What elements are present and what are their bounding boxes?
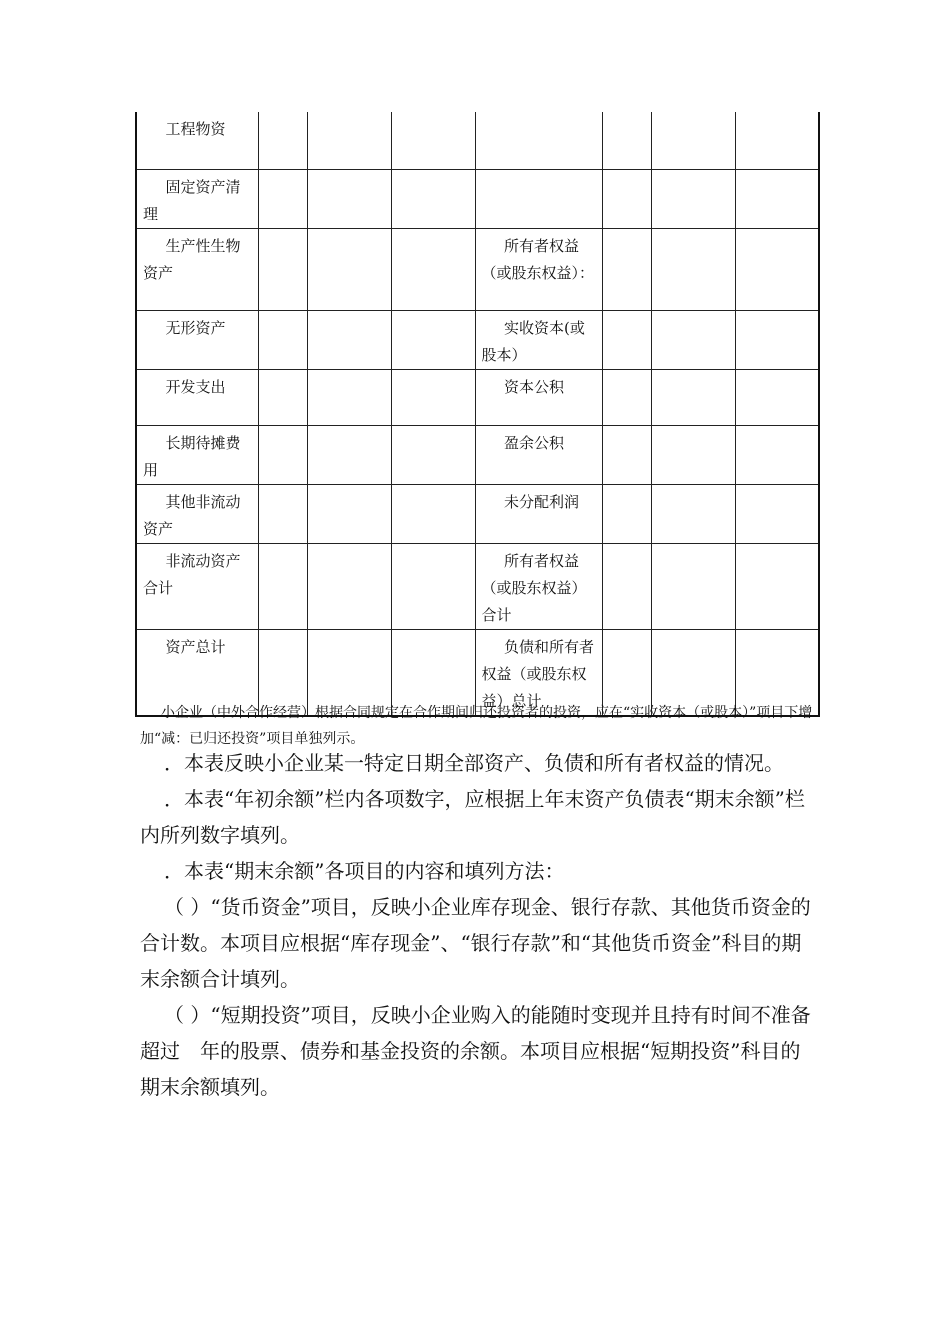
amount-cell [735, 484, 819, 543]
amount-cell [391, 169, 475, 228]
amount-cell [651, 484, 735, 543]
table-row [136, 169, 819, 228]
table-footnote: 小企业（中外合作经营）根据合同规定在合作期间归还投资者的投资，应在“实收资本（或股本）”项目下增加“减：已归还投资”项目单独列示。 [140, 705, 813, 747]
table-row [136, 228, 819, 310]
amount-cell [258, 543, 307, 629]
equity-item-cell [475, 169, 602, 228]
amount-cell [307, 543, 391, 629]
equity-item-cell: 负债和所有者权益（或股东权益）总计 [475, 629, 602, 716]
asset-item-cell: 开发支出 [136, 369, 258, 425]
instructions-body [140, 745, 820, 1105]
amount-cell [602, 543, 651, 629]
amount-cell [651, 425, 735, 484]
asset-item-cell: 生产性生物资产 [136, 228, 258, 310]
amount-cell [651, 112, 735, 169]
amount-cell [307, 169, 391, 228]
amount-cell [307, 310, 391, 369]
amount-cell [258, 169, 307, 228]
amount-cell [735, 543, 819, 629]
amount-cell [391, 112, 475, 169]
asset-item-cell: 其他非流动资产 [136, 484, 258, 543]
asset-item-cell: 非流动资产合计 [136, 543, 258, 629]
amount-cell [602, 484, 651, 543]
amount-cell [602, 369, 651, 425]
table-row [136, 425, 819, 484]
amount-cell [391, 310, 475, 369]
equity-item-cell [475, 112, 602, 169]
amount-cell [391, 369, 475, 425]
amount-cell [602, 310, 651, 369]
amount-cell [735, 425, 819, 484]
amount-cell [391, 228, 475, 310]
amount-cell [391, 484, 475, 543]
instruction-paragraph-1: ．本表反映小企业某一特定日期全部资产、负债和所有者权益的情况。 [164, 751, 784, 775]
table-row [136, 484, 819, 543]
instruction-paragraph-5: （ ）“短期投资”项目，反映小企业购入的能随时变现并且持有时间不准备超过 年的股票、债券和基金投资的余额。本项目应根据“短期投资”科目的期末余额填列。 [140, 1003, 811, 1099]
table-row [136, 112, 819, 169]
amount-cell [651, 310, 735, 369]
amount-cell [391, 425, 475, 484]
amount-cell [602, 169, 651, 228]
instruction-paragraph-3: ．本表“期末余额”各项目的内容和填列方法： [164, 859, 565, 883]
table-row [136, 369, 819, 425]
asset-item-cell: 工程物资 [136, 112, 258, 169]
amount-cell [307, 369, 391, 425]
equity-item-cell: 资本公积 [475, 369, 602, 425]
amount-cell [307, 484, 391, 543]
amount-cell [258, 228, 307, 310]
amount-cell [651, 543, 735, 629]
amount-cell [735, 369, 819, 425]
table-row [136, 310, 819, 369]
amount-cell [602, 112, 651, 169]
amount-cell [307, 425, 391, 484]
instruction-paragraph-2: ．本表“年初余额”栏内各项数字，应根据上年末资产负债表“期末余额”栏内所列数字填列。 [140, 787, 805, 847]
amount-cell [391, 543, 475, 629]
amount-cell [307, 228, 391, 310]
amount-cell [651, 369, 735, 425]
asset-item-cell: 长期待摊费用 [136, 425, 258, 484]
amount-cell [307, 112, 391, 169]
equity-item-cell: 所有者权益（或股东权益）合计 [475, 543, 602, 629]
amount-cell [735, 169, 819, 228]
asset-item-cell: 无形资产 [136, 310, 258, 369]
equity-item-cell: 未分配利润 [475, 484, 602, 543]
equity-item-cell: 盈余公积 [475, 425, 602, 484]
asset-item-cell: 资产总计 [136, 629, 258, 716]
amount-cell [735, 112, 819, 169]
amount-cell [602, 425, 651, 484]
amount-cell [258, 425, 307, 484]
amount-cell [651, 169, 735, 228]
equity-item-cell: 实收资本(或股本） [475, 310, 602, 369]
instruction-paragraph-4: （ ）“货币资金”项目，反映小企业库存现金、银行存款、其他货币资金的合计数。本项目应根据“库存现金”、“银行存款”和“其他货币资金”科目的期末余额合计填列。 [140, 895, 811, 991]
balance-sheet-table [135, 112, 820, 717]
equity-item-cell: 所有者权益（或股东权益）： [475, 228, 602, 310]
amount-cell [258, 369, 307, 425]
table-row [136, 543, 819, 629]
asset-item-cell: 固定资产清理 [136, 169, 258, 228]
amount-cell [735, 228, 819, 310]
amount-cell [258, 112, 307, 169]
amount-cell [602, 228, 651, 310]
amount-cell [258, 484, 307, 543]
amount-cell [651, 228, 735, 310]
amount-cell [258, 310, 307, 369]
amount-cell [735, 310, 819, 369]
